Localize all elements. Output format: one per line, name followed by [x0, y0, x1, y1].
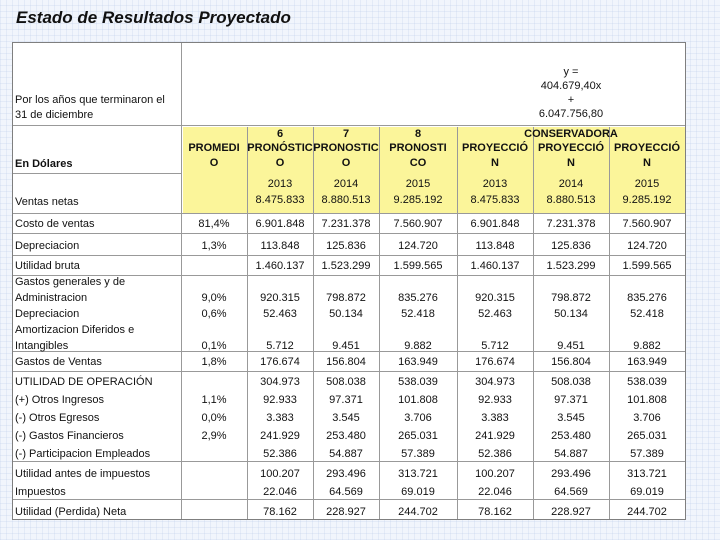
row-percent: 9,0% — [201, 292, 227, 304]
row-value: 9.882 — [404, 340, 432, 352]
year-cell: 2015 — [405, 178, 431, 190]
sales-cell: 8.475.833 — [470, 194, 520, 206]
row-value: 7.560.907 — [393, 218, 443, 230]
col-b-line1: PRONÓSTIC — [247, 142, 313, 154]
row-value: 113.848 — [260, 240, 300, 252]
row-value: 228.927 — [551, 506, 591, 518]
row-value: 5.712 — [481, 340, 509, 352]
sales-cell: 9.285.192 — [393, 194, 443, 206]
sales-cell: 8.880.513 — [546, 194, 596, 206]
row-value: 64.569 — [329, 486, 363, 498]
row-value: 163.949 — [398, 356, 438, 368]
row-value: 3.383 — [481, 412, 509, 424]
row-value: 100.207 — [260, 468, 300, 480]
row-value: 156.804 — [551, 356, 591, 368]
row-percent: 81,4% — [198, 218, 230, 230]
row-value: 3.383 — [266, 412, 294, 424]
row-value: 508.038 — [551, 376, 591, 388]
gridline — [181, 43, 182, 519]
col-a-line1: PROMEDI — [188, 142, 240, 154]
sales-cell: 9.285.192 — [622, 194, 672, 206]
row-value: 52.418 — [630, 308, 664, 320]
col-c-line1: PRONOSTIC — [313, 142, 379, 154]
row-value: 6.901.848 — [255, 218, 305, 230]
year-cell: 2015 — [634, 178, 660, 190]
row-label: (+) Otros Ingresos — [15, 394, 104, 406]
row-value: 241.929 — [475, 430, 515, 442]
col-f-line2: N — [567, 157, 575, 169]
row-value: 52.463 — [478, 308, 512, 320]
row-value: 835.276 — [398, 292, 438, 304]
row-percent: 1,3% — [201, 240, 227, 252]
row-value: 97.371 — [329, 394, 363, 406]
row-percent: 0,1% — [201, 340, 227, 352]
row-value: 22.046 — [478, 486, 512, 498]
row-value: 92.933 — [478, 394, 512, 406]
gridline — [13, 173, 181, 174]
row-label-ventas-netas: Ventas netas — [15, 196, 79, 208]
row-value: 3.706 — [633, 412, 661, 424]
row-value: 7.231.378 — [546, 218, 596, 230]
row-value: 304.973 — [475, 376, 515, 388]
row-value: 1.523.299 — [321, 260, 371, 272]
year-cell: 2013 — [267, 178, 293, 190]
row-value: 176.674 — [260, 356, 300, 368]
col-c-line2: O — [341, 157, 351, 169]
row-value: 244.702 — [627, 506, 667, 518]
row-label: Gastos generales y de — [15, 276, 126, 288]
formula-line2: 404.679,40x — [540, 80, 602, 92]
formula-line3: + — [567, 94, 575, 106]
col-f-line1: PROYECCIÓ — [537, 142, 604, 154]
row-value: 920.315 — [475, 292, 515, 304]
row-value: 538.039 — [627, 376, 667, 388]
row-value: 7.560.907 — [622, 218, 672, 230]
gridline — [13, 213, 685, 214]
gridline — [13, 499, 685, 500]
row-value: 5.712 — [266, 340, 294, 352]
gridline — [13, 233, 685, 234]
row-value: 156.804 — [326, 356, 366, 368]
scenario-label: CONSERVADORA — [524, 128, 618, 140]
row-value: 125.836 — [551, 240, 591, 252]
col-g-line2: N — [643, 157, 651, 169]
row-label: Depreciacion — [15, 308, 80, 320]
gridline — [13, 371, 685, 372]
row-value: 97.371 — [554, 394, 588, 406]
gridline — [13, 125, 685, 126]
col-d-line1: PRONOSTI — [389, 142, 447, 154]
row-value: 9.451 — [557, 340, 585, 352]
row-label: Utilidad bruta — [15, 260, 80, 272]
row-value: 253.480 — [326, 430, 366, 442]
row-value: 52.386 — [478, 448, 512, 460]
row-label: Amortizacion Diferidos e — [15, 324, 135, 336]
row-value: 69.019 — [630, 486, 664, 498]
row-value: 1.599.565 — [622, 260, 672, 272]
row-value: 22.046 — [263, 486, 297, 498]
col-number-8: 8 — [414, 128, 422, 140]
col-number-6: 6 — [276, 128, 284, 140]
row-value: 313.721 — [627, 468, 667, 480]
row-value: 253.480 — [551, 430, 591, 442]
row-value: 57.389 — [401, 448, 435, 460]
row-value: 9.451 — [332, 340, 360, 352]
row-label: Utilidad (Perdida) Neta — [15, 506, 127, 518]
row-value: 124.720 — [627, 240, 667, 252]
formula-line4: 6.047.756,80 — [538, 108, 604, 120]
row-value: 101.808 — [398, 394, 438, 406]
col-d-line2: CO — [409, 157, 427, 169]
row-value: 100.207 — [475, 468, 515, 480]
gridline — [13, 255, 685, 256]
row-value: 265.031 — [627, 430, 667, 442]
row-value: 538.039 — [398, 376, 438, 388]
row-value: 7.231.378 — [321, 218, 371, 230]
row-value: 1.599.565 — [393, 260, 443, 272]
row-value: 3.706 — [404, 412, 432, 424]
row-value: 244.702 — [398, 506, 438, 518]
sales-cell: 8.475.833 — [255, 194, 305, 206]
row-value: 69.019 — [401, 486, 435, 498]
row-value: 50.134 — [329, 308, 363, 320]
period-label-line1: Por los años que terminaron el — [15, 94, 165, 106]
col-e-line1: PROYECCIÓ — [461, 142, 528, 154]
sales-cell: 8.880.513 — [321, 194, 371, 206]
row-label: (-) Gastos Financieros — [15, 430, 124, 442]
row-value: 241.929 — [260, 430, 300, 442]
col-b-line2: O — [275, 157, 285, 169]
row-value: 113.848 — [475, 240, 515, 252]
col-e-line2: N — [491, 157, 499, 169]
row-value: 1.460.137 — [255, 260, 305, 272]
col-g-line1: PROYECCIÓ — [613, 142, 680, 154]
col-number-7: 7 — [342, 128, 350, 140]
row-value: 3.545 — [332, 412, 360, 424]
row-label: Costo de ventas — [15, 218, 95, 230]
row-percent: 0,0% — [201, 412, 227, 424]
row-value: 52.386 — [263, 448, 297, 460]
row-value: 54.887 — [329, 448, 363, 460]
row-value: 835.276 — [627, 292, 667, 304]
row-label: UTILIDAD DE OPERACIÓN — [15, 376, 153, 388]
row-label: Intangibles — [15, 340, 69, 352]
row-value: 64.569 — [554, 486, 588, 498]
row-value: 52.418 — [401, 308, 435, 320]
year-cell: 2014 — [333, 178, 359, 190]
page-title: Estado de Resultados Proyectado — [16, 8, 291, 27]
year-cell: 2013 — [482, 178, 508, 190]
row-value: 1.460.137 — [470, 260, 520, 272]
row-value: 3.545 — [557, 412, 585, 424]
row-label: Administracion — [15, 292, 88, 304]
row-value: 508.038 — [326, 376, 366, 388]
year-cell: 2014 — [558, 178, 584, 190]
row-value: 798.872 — [326, 292, 366, 304]
row-value: 50.134 — [554, 308, 588, 320]
row-value: 78.162 — [263, 506, 297, 518]
row-value: 798.872 — [551, 292, 591, 304]
row-value: 313.721 — [398, 468, 438, 480]
row-value: 92.933 — [263, 394, 297, 406]
row-value: 920.315 — [260, 292, 300, 304]
row-value: 9.882 — [633, 340, 661, 352]
row-label: Utilidad antes de impuestos — [15, 468, 151, 480]
row-value: 124.720 — [398, 240, 438, 252]
row-value: 1.523.299 — [546, 260, 596, 272]
currency-label: En Dólares — [15, 158, 73, 170]
row-percent: 2,9% — [201, 430, 227, 442]
row-label: Depreciacion — [15, 240, 80, 252]
income-statement-table — [12, 42, 686, 520]
row-value: 304.973 — [260, 376, 300, 388]
row-percent: 0,6% — [201, 308, 227, 320]
row-value: 125.836 — [326, 240, 366, 252]
row-value: 176.674 — [475, 356, 515, 368]
row-value: 265.031 — [398, 430, 438, 442]
row-value: 163.949 — [627, 356, 667, 368]
row-value: 52.463 — [263, 308, 297, 320]
row-value: 57.389 — [630, 448, 664, 460]
row-label: (-) Otros Egresos — [15, 412, 100, 424]
col-a-line2: O — [209, 157, 219, 169]
row-percent: 1,1% — [201, 394, 227, 406]
row-value: 293.496 — [551, 468, 591, 480]
formula-line1: y = — [563, 66, 579, 78]
row-value: 6.901.848 — [470, 218, 520, 230]
row-value: 293.496 — [326, 468, 366, 480]
row-value: 54.887 — [554, 448, 588, 460]
row-value: 228.927 — [326, 506, 366, 518]
row-percent: 1,8% — [201, 356, 227, 368]
row-label: (-) Participacion Empleados — [15, 448, 151, 460]
period-label-line2: 31 de diciembre — [15, 109, 94, 121]
gridline — [13, 461, 685, 462]
row-value: 78.162 — [478, 506, 512, 518]
row-value: 101.808 — [627, 394, 667, 406]
row-label: Gastos de Ventas — [15, 356, 102, 368]
row-label: Impuestos — [15, 486, 66, 498]
